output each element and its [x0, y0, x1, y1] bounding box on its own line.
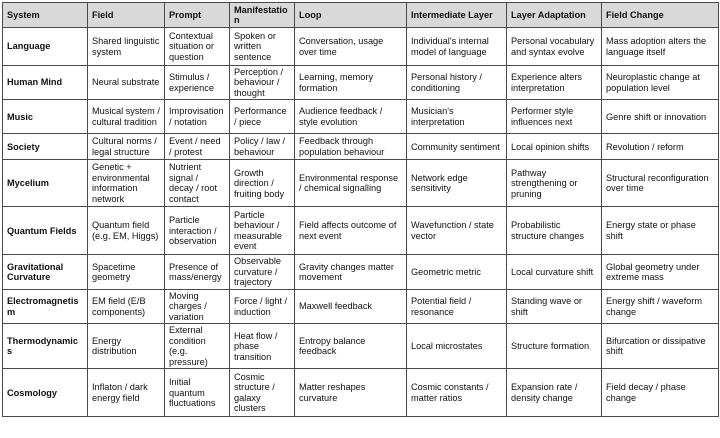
cell-manifestation: Policy / law / behaviour	[230, 134, 295, 160]
cell-loop: Entropy balance feedback	[295, 324, 407, 369]
cell-loop: Gravity changes matter movement	[295, 255, 407, 289]
systems-comparison-table	[2, 2, 719, 417]
cell-layer-adaptation: Performer style influences next	[507, 100, 602, 134]
cell-intermediate-layer: Network edge sensitivity	[407, 160, 507, 207]
cell-field-change: Structural reconfiguration over time	[602, 160, 719, 207]
cell-system: Cosmology	[3, 369, 88, 417]
cell-system: Gravitational Curvature	[3, 255, 88, 289]
cell-loop: Environmental response / chemical signalling	[295, 160, 407, 207]
table-row	[3, 66, 719, 100]
cell-manifestation: Perception / behaviour / thought	[230, 66, 295, 100]
cell-loop: Maxwell feedback	[295, 289, 407, 323]
cell-system: Mycelium	[3, 160, 88, 207]
cell-manifestation: Particle behaviour / measurable event	[230, 207, 295, 255]
cell-intermediate-layer: Musician's interpretation	[407, 100, 507, 134]
cell-loop: Audience feedback / style evolution	[295, 100, 407, 134]
cell-system: Thermodynamics	[3, 324, 88, 369]
header-manifestation: Manifestation	[230, 3, 295, 28]
cell-field: Musical system / cultural tradition	[88, 100, 165, 134]
cell-loop: Conversation, usage over time	[295, 28, 407, 66]
cell-manifestation: Observable curvature / trajectory	[230, 255, 295, 289]
cell-field-change: Global geometry under extreme mass	[602, 255, 719, 289]
cell-intermediate-layer: Personal history / conditioning	[407, 66, 507, 100]
cell-field-change: Neuroplastic change at population level	[602, 66, 719, 100]
cell-field: Neural substrate	[88, 66, 165, 100]
cell-prompt: Initial quantum fluctuations	[165, 369, 230, 417]
cell-layer-adaptation: Experience alters interpretation	[507, 66, 602, 100]
cell-prompt: Moving charges / variation	[165, 289, 230, 323]
cell-loop: Learning, memory formation	[295, 66, 407, 100]
cell-layer-adaptation: Structure formation	[507, 324, 602, 369]
header-system: System	[3, 3, 88, 28]
cell-manifestation: Performance / piece	[230, 100, 295, 134]
cell-field-change: Energy state or phase shift	[602, 207, 719, 255]
table-header	[3, 3, 719, 28]
table-row	[3, 207, 719, 255]
cell-intermediate-layer: Local microstates	[407, 324, 507, 369]
header-field: Field	[88, 3, 165, 28]
cell-prompt: Contextual situation or question	[165, 28, 230, 66]
cell-field: Quantum field (e.g. EM, Higgs)	[88, 207, 165, 255]
cell-layer-adaptation: Probabilistic structure changes	[507, 207, 602, 255]
cell-field: Cultural norms / legal structure	[88, 134, 165, 160]
cell-intermediate-layer: Cosmic constants / matter ratios	[407, 369, 507, 417]
cell-field: Genetic + environmental information network	[88, 160, 165, 207]
cell-field-change: Mass adoption alters the language itself	[602, 28, 719, 66]
cell-intermediate-layer: Potential field / resonance	[407, 289, 507, 323]
cell-manifestation: Heat flow / phase transition	[230, 324, 295, 369]
cell-prompt: Improvisation / notation	[165, 100, 230, 134]
header-layer-adaptation: Layer Adaptation	[507, 3, 602, 28]
cell-loop: Matter reshapes curvature	[295, 369, 407, 417]
cell-layer-adaptation: Pathway strengthening or pruning	[507, 160, 602, 207]
systems-table-container	[2, 2, 719, 417]
header-field-change: Field Change	[602, 3, 719, 28]
cell-loop: Field affects outcome of next event	[295, 207, 407, 255]
cell-field-change: Field decay / phase change	[602, 369, 719, 417]
cell-prompt: Presence of mass/energy	[165, 255, 230, 289]
cell-field: Spacetime geometry	[88, 255, 165, 289]
cell-system: Quantum Fields	[3, 207, 88, 255]
cell-system: Music	[3, 100, 88, 134]
cell-field-change: Bifurcation or dissipative shift	[602, 324, 719, 369]
cell-system: Human Mind	[3, 66, 88, 100]
table-row	[3, 100, 719, 134]
header-loop: Loop	[295, 3, 407, 28]
cell-manifestation: Force / light / induction	[230, 289, 295, 323]
cell-layer-adaptation: Local curvature shift	[507, 255, 602, 289]
table-body	[3, 28, 719, 417]
cell-intermediate-layer: Individual's internal model of language	[407, 28, 507, 66]
cell-field-change: Revolution / reform	[602, 134, 719, 160]
cell-field-change: Genre shift or innovation	[602, 100, 719, 134]
cell-manifestation: Cosmic structure / galaxy clusters	[230, 369, 295, 417]
cell-field: Energy distribution	[88, 324, 165, 369]
cell-manifestation: Growth direction / fruiting body	[230, 160, 295, 207]
table-row	[3, 369, 719, 417]
cell-prompt: Event / need / protest	[165, 134, 230, 160]
table-row	[3, 134, 719, 160]
cell-loop: Feedback through population behaviour	[295, 134, 407, 160]
cell-manifestation: Spoken or written sentence	[230, 28, 295, 66]
cell-prompt: Nutrient signal / decay / root contact	[165, 160, 230, 207]
cell-layer-adaptation: Standing wave or shift	[507, 289, 602, 323]
cell-field: EM field (E/B components)	[88, 289, 165, 323]
table-row	[3, 289, 719, 323]
table-row	[3, 28, 719, 66]
cell-layer-adaptation: Personal vocabulary and syntax evolve	[507, 28, 602, 66]
header-prompt: Prompt	[165, 3, 230, 28]
cell-system: Electromagnetism	[3, 289, 88, 323]
cell-intermediate-layer: Community sentiment	[407, 134, 507, 160]
cell-field: Inflaton / dark energy field	[88, 369, 165, 417]
table-row	[3, 255, 719, 289]
cell-prompt: Particle interaction / observation	[165, 207, 230, 255]
cell-prompt: Stimulus / experience	[165, 66, 230, 100]
cell-field-change: Energy shift / waveform change	[602, 289, 719, 323]
table-row	[3, 160, 719, 207]
cell-field: Shared linguistic system	[88, 28, 165, 66]
table-row	[3, 324, 719, 369]
cell-layer-adaptation: Local opinion shifts	[507, 134, 602, 160]
cell-layer-adaptation: Expansion rate / density change	[507, 369, 602, 417]
cell-system: Society	[3, 134, 88, 160]
header-row	[3, 3, 719, 28]
cell-prompt: External condition (e.g. pressure)	[165, 324, 230, 369]
cell-intermediate-layer: Geometric metric	[407, 255, 507, 289]
cell-system: Language	[3, 28, 88, 66]
cell-intermediate-layer: Wavefunction / state vector	[407, 207, 507, 255]
header-intermediate-layer: Intermediate Layer	[407, 3, 507, 28]
